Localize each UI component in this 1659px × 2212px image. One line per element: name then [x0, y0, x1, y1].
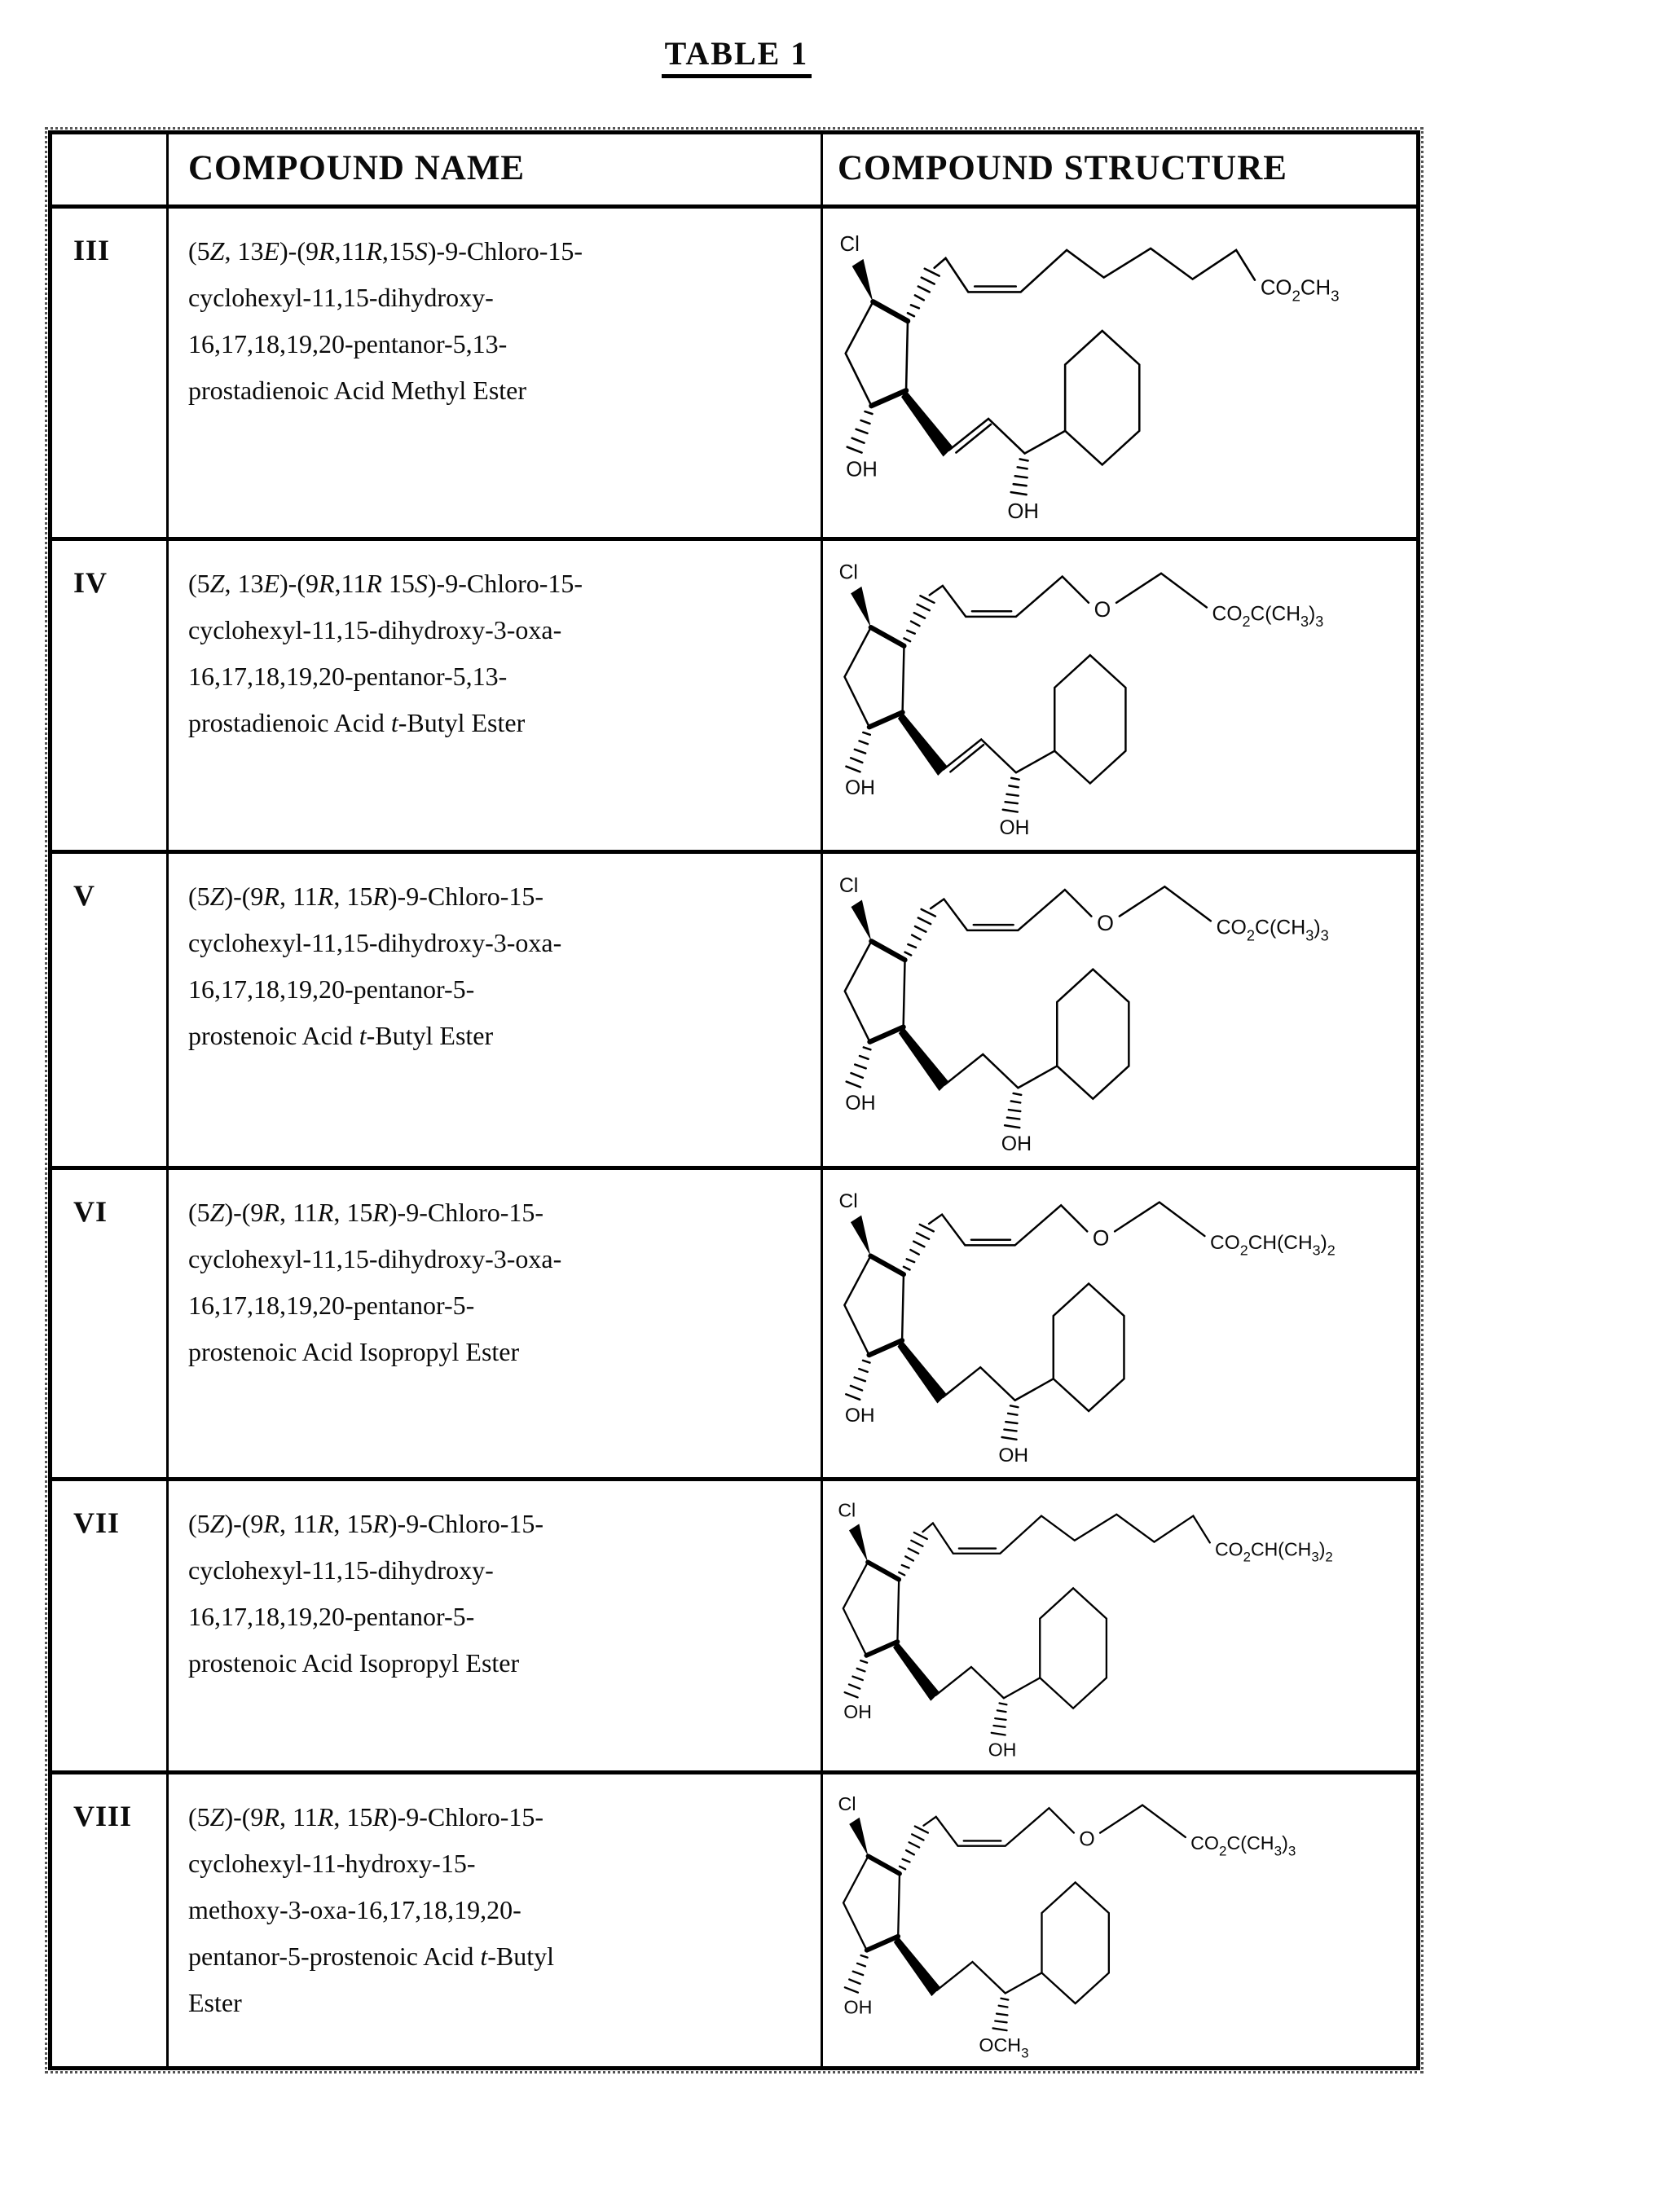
structure-drawing [823, 541, 1416, 850]
substituent-15-label: OH [1007, 499, 1039, 523]
ether-oxygen-label: O [1092, 1225, 1110, 1251]
chlorine-label: Cl [838, 561, 858, 584]
table-row [52, 537, 1416, 850]
ester-label: $CO_2CH(CH_3)_2$ [1215, 1538, 1333, 1565]
structure-drawing [823, 1481, 1416, 1770]
compound-number: VII [73, 1506, 121, 1539]
compound-name: (5Z)-(9R, 11R, 15R)-9-Chloro-15- cyclohexyl-11,15-dihydroxy-3-oxa- 16,17,18,19,20-pentanor-5- prostenoic Acid Isopropyl Ester [166, 1170, 821, 1477]
compound-name: (5Z)-(9R, 11R, 15R)-9-Chloro-15- cyclohexyl-11,15-dihydroxy-3-oxa- 16,17,18,19,20-pentanor-5- prostenoic Acid t-Butyl Ester [166, 854, 821, 1166]
ether-oxygen-label: O [1097, 910, 1115, 935]
compound-number: III [73, 234, 111, 266]
hydroxyl-11-label: OH [845, 1092, 876, 1115]
compound-number: IV [73, 566, 108, 599]
header-cell-number [52, 134, 166, 204]
ether-oxygen-label: O [1079, 1827, 1095, 1851]
ester-label: $CO_2CH(CH_3)_2$ [1210, 1232, 1336, 1259]
ether-oxygen-label: O [1094, 596, 1111, 622]
chlorine-label: Cl [838, 873, 859, 897]
substituent-15-label: OH [999, 817, 1030, 840]
substituent-15-label: $OCH_3$ [979, 2034, 1029, 2061]
substituent-15-label: OH [988, 1739, 1017, 1761]
compound-structure [821, 1170, 1416, 1477]
structure-drawing [823, 854, 1416, 1166]
hydroxyl-11-label: OH [845, 776, 875, 799]
chlorine-label: Cl [838, 1792, 856, 1814]
table-row [52, 1770, 1416, 2066]
table-row [52, 1477, 1416, 1770]
compound-name: (5Z)-(9R, 11R, 15R)-9-Chloro-15- cyclohexyl-11-hydroxy-15- methoxy-3-oxa-16,17,18,19,20- pentanor-5-prostenoic Acid t-Butyl Ester [166, 1774, 821, 2066]
compound-number: VI [73, 1195, 108, 1228]
structure-drawing [823, 1170, 1416, 1477]
table-header-row [52, 134, 1416, 204]
header-cell-structure: COMPOUND STRUCTURE [821, 134, 1416, 204]
table-row [52, 204, 1416, 537]
page-title: TABLE 1 [662, 34, 812, 78]
hydroxyl-11-label: OH [846, 458, 878, 482]
compound-name: (5Z, 13E)-(9R,11R 15S)-9-Chloro-15- cyclohexyl-11,15-dihydroxy-3-oxa- 16,17,18,19,20-pentanor-5,13- prostadienoic Acid t-Butyl Ester [166, 541, 821, 850]
compound-table-frame [45, 127, 1424, 2073]
ester-label: $CO_2C(CH_3)_3$ [1216, 916, 1329, 944]
compound-name: (5Z)-(9R, 11R, 15R)-9-Chloro-15- cyclohexyl-11,15-dihydroxy- 16,17,18,19,20-pentanor-5- prostenoic Acid Isopropyl Ester [166, 1481, 821, 1770]
structure-drawing [823, 1774, 1416, 2066]
ester-label: $CO_2C(CH_3)_3$ [1212, 603, 1324, 631]
compound-number: VIII [73, 1800, 133, 1832]
title-row [47, 34, 1426, 78]
compound-structure [821, 1481, 1416, 1770]
compound-structure [821, 209, 1416, 537]
compound-number: V [73, 879, 95, 912]
chlorine-label: Cl [838, 1499, 856, 1521]
structure-drawing [823, 209, 1416, 537]
table-row [52, 1166, 1416, 1477]
ester-label: $CO_2CH_3$ [1260, 276, 1340, 305]
hydroxyl-11-label: OH [844, 1405, 875, 1427]
compound-table [48, 130, 1420, 2070]
compound-structure [821, 541, 1416, 850]
compound-name: (5Z, 13E)-(9R,11R,15S)-9-Chloro-15- cyclohexyl-11,15-dihydroxy- 16,17,18,19,20-pentanor-5,13- prostadienoic Acid Methyl Ester [166, 209, 821, 537]
chlorine-label: Cl [838, 1190, 858, 1213]
hydroxyl-11-label: OH [843, 1996, 873, 2018]
chlorine-label: Cl [839, 232, 860, 256]
substituent-15-label: OH [998, 1445, 1029, 1467]
substituent-15-label: OH [1001, 1132, 1032, 1155]
compound-structure [821, 1774, 1416, 2066]
compound-structure [821, 854, 1416, 1166]
table-row [52, 850, 1416, 1166]
ester-label: $CO_2C(CH_3)_3$ [1190, 1832, 1296, 1859]
hydroxyl-11-label: OH [843, 1701, 872, 1723]
header-cell-name: COMPOUND NAME [166, 134, 821, 204]
